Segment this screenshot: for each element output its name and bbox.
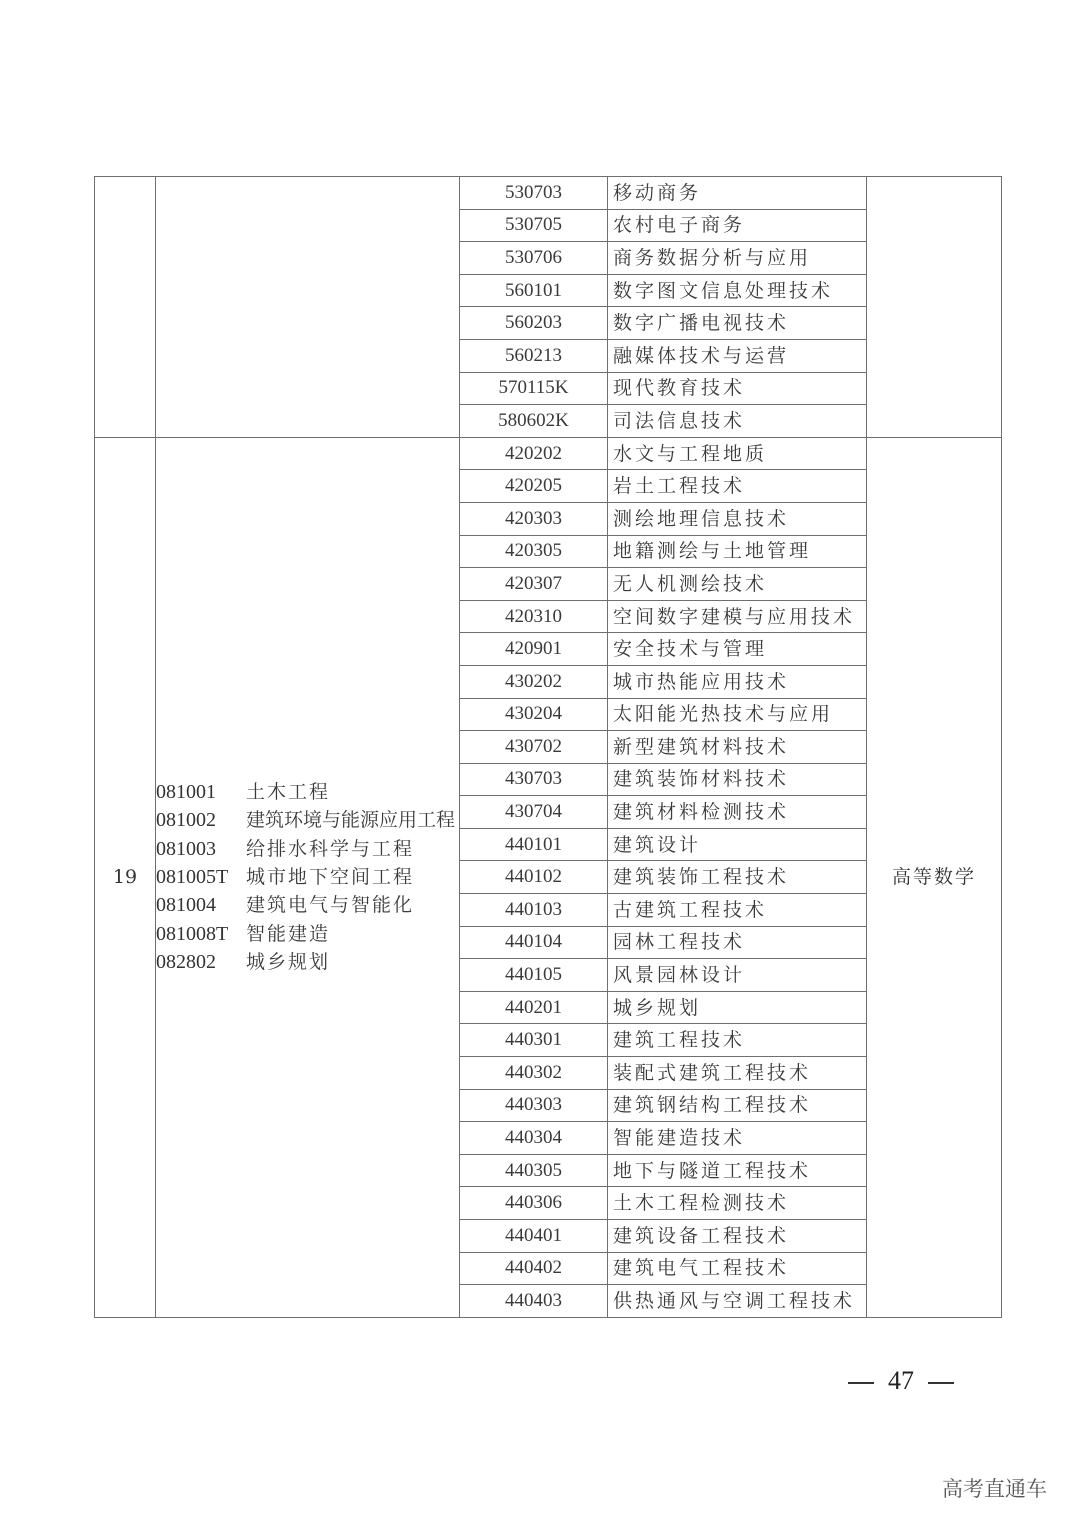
- undergrad-majors-cell: [156, 437, 460, 1317]
- vocational-major-code: 430703: [460, 763, 608, 796]
- dash-left: [848, 1382, 874, 1384]
- vocational-major-name: 园林工程技术: [608, 926, 867, 959]
- vocational-major-code: 440101: [460, 828, 608, 861]
- vocational-major-name: 无人机测绘技术: [608, 568, 867, 601]
- undergrad-major-code: 081008T: [156, 922, 229, 945]
- undergrad-major-name: 城市地下空间工程: [246, 866, 415, 889]
- dash-right: [928, 1382, 954, 1384]
- vocational-major-name: 建筑装饰材料技术: [608, 763, 867, 796]
- vocational-major-name: 水文与工程地质: [608, 437, 867, 470]
- undergrad-major-item: [156, 920, 459, 948]
- vocational-major-name: 城市热能应用技术: [608, 665, 867, 698]
- undergrad-major-name: 智能建造: [246, 922, 331, 945]
- vocational-major-name: 建筑设计: [608, 828, 867, 861]
- vocational-major-name: 测绘地理信息技术: [608, 502, 867, 535]
- undergrad-major-name: 建筑环境与能源应用工程: [246, 809, 456, 832]
- vocational-major-name: 新型建筑材料技术: [608, 731, 867, 764]
- vocational-major-name: 地下与隧道工程技术: [608, 1154, 867, 1187]
- vocational-major-name: 安全技术与管理: [608, 633, 867, 666]
- vocational-major-code: 440105: [460, 959, 608, 992]
- vocational-major-code: 570115K: [460, 372, 608, 405]
- vocational-major-name: 融媒体技术与运营: [608, 339, 867, 372]
- page-number: [848, 1366, 954, 1396]
- vocational-major-name: 太阳能光热技术与应用: [608, 698, 867, 731]
- vocational-major-code: 560101: [460, 274, 608, 307]
- vocational-major-code: 420901: [460, 633, 608, 666]
- undergrad-major-name: 建筑电气与智能化: [246, 894, 415, 917]
- undergrad-major-name: 给排水科学与工程: [246, 837, 415, 860]
- sequence-number-cell: 19: [95, 437, 156, 1317]
- sequence-number-cell: [95, 177, 156, 438]
- vocational-major-name: 地籍测绘与土地管理: [608, 535, 867, 568]
- vocational-major-code: 430204: [460, 698, 608, 731]
- vocational-major-code: 560203: [460, 307, 608, 340]
- undergrad-majors-cell: [156, 177, 460, 438]
- vocational-major-name: 建筑钢结构工程技术: [608, 1089, 867, 1122]
- vocational-major-code: 560213: [460, 339, 608, 372]
- vocational-major-name: 商务数据分析与应用: [608, 242, 867, 275]
- undergrad-major-code: 081005T: [156, 866, 229, 889]
- vocational-major-code: 420303: [460, 502, 608, 535]
- vocational-major-code: 530705: [460, 209, 608, 242]
- vocational-major-name: 建筑材料检测技术: [608, 796, 867, 829]
- undergrad-major-code: 081003: [156, 837, 216, 860]
- undergrad-major-item: [156, 806, 459, 834]
- vocational-major-name: 移动商务: [608, 177, 867, 210]
- vocational-major-code: 430704: [460, 796, 608, 829]
- vocational-major-name: 建筑电气工程技术: [608, 1252, 867, 1285]
- vocational-major-code: 440102: [460, 861, 608, 894]
- undergrad-major-code: 081001: [156, 780, 216, 803]
- vocational-major-code: 420205: [460, 470, 608, 503]
- vocational-major-code: 440306: [460, 1187, 608, 1220]
- vocational-major-name: 供热通风与空调工程技术: [608, 1285, 867, 1318]
- table-row: [95, 437, 1002, 470]
- vocational-major-code: 420202: [460, 437, 608, 470]
- vocational-major-code: 430202: [460, 665, 608, 698]
- watermark: 高考直通车: [942, 1477, 1047, 1501]
- vocational-major-name: 空间数字建模与应用技术: [608, 600, 867, 633]
- undergrad-major-code: 081002: [156, 809, 216, 832]
- vocational-major-code: 420307: [460, 568, 608, 601]
- vocational-major-name: 岩土工程技术: [608, 470, 867, 503]
- vocational-major-name: 现代教育技术: [608, 372, 867, 405]
- vocational-major-code: 440403: [460, 1285, 608, 1318]
- vocational-major-name: 城乡规划: [608, 991, 867, 1024]
- vocational-major-name: 数字图文信息处理技术: [608, 274, 867, 307]
- table-row: [95, 177, 1002, 210]
- vocational-major-code: 420310: [460, 600, 608, 633]
- vocational-major-name: 农村电子商务: [608, 209, 867, 242]
- undergrad-major-item: [156, 891, 459, 919]
- undergrad-major-code: 081004: [156, 894, 216, 917]
- vocational-major-name: 风景园林设计: [608, 959, 867, 992]
- table-body: [95, 177, 1002, 1318]
- vocational-major-code: 580602K: [460, 405, 608, 438]
- vocational-major-name: 建筑工程技术: [608, 1024, 867, 1057]
- vocational-major-code: 440103: [460, 894, 608, 927]
- vocational-major-code: 530703: [460, 177, 608, 210]
- undergrad-major-item: [156, 863, 459, 891]
- vocational-major-name: 土木工程检测技术: [608, 1187, 867, 1220]
- vocational-major-name: 智能建造技术: [608, 1122, 867, 1155]
- vocational-major-code: 440302: [460, 1057, 608, 1090]
- vocational-major-code: 440303: [460, 1089, 608, 1122]
- undergrad-major-list: [156, 778, 459, 977]
- exam-subject-cell: 高等数学: [867, 437, 1002, 1317]
- vocational-major-name: 建筑装饰工程技术: [608, 861, 867, 894]
- vocational-major-name: 装配式建筑工程技术: [608, 1057, 867, 1090]
- vocational-major-code: 430702: [460, 731, 608, 764]
- major-mapping-table: [94, 176, 1002, 1318]
- undergrad-major-name: 城乡规划: [246, 951, 331, 974]
- undergrad-major-item: [156, 948, 459, 976]
- vocational-major-code: 440305: [460, 1154, 608, 1187]
- vocational-major-code: 440401: [460, 1220, 608, 1253]
- vocational-major-code: 440304: [460, 1122, 608, 1155]
- undergrad-major-item: [156, 835, 459, 863]
- exam-subject-cell: [867, 177, 1002, 438]
- vocational-major-name: 古建筑工程技术: [608, 894, 867, 927]
- vocational-major-code: 530706: [460, 242, 608, 275]
- vocational-major-name: 建筑设备工程技术: [608, 1220, 867, 1253]
- vocational-major-code: 440104: [460, 926, 608, 959]
- vocational-major-code: 440402: [460, 1252, 608, 1285]
- undergrad-major-name: 土木工程: [246, 780, 331, 803]
- undergrad-major-item: [156, 778, 459, 806]
- vocational-major-name: 司法信息技术: [608, 405, 867, 438]
- vocational-major-name: 数字广播电视技术: [608, 307, 867, 340]
- vocational-major-code: 440301: [460, 1024, 608, 1057]
- page-number-value: 47: [888, 1366, 914, 1395]
- vocational-major-code: 440201: [460, 991, 608, 1024]
- undergrad-major-code: 082802: [156, 951, 216, 974]
- vocational-major-code: 420305: [460, 535, 608, 568]
